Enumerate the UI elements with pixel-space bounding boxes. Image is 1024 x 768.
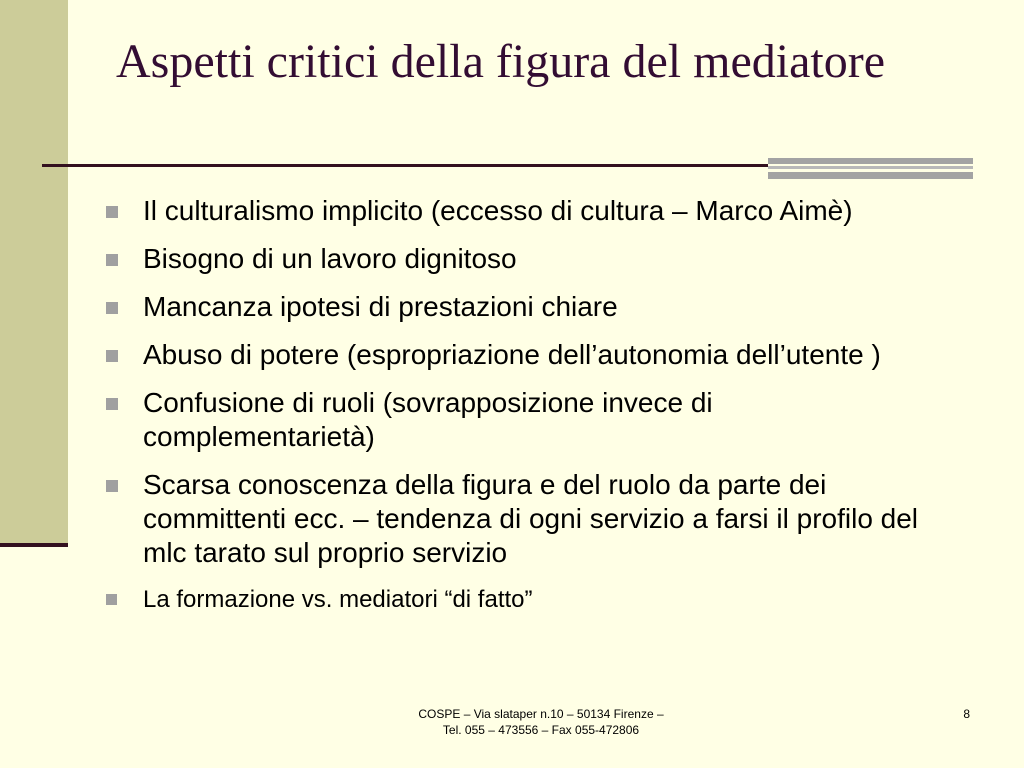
bullet-text: La formazione vs. mediatori “di fatto”	[143, 586, 533, 613]
accent-bar-top	[768, 158, 973, 164]
bullet-item	[104, 338, 944, 372]
slide-title: Aspetti critici della figura del mediatore	[116, 35, 886, 88]
square-bullet-icon	[106, 480, 118, 492]
bullet-list	[104, 194, 944, 630]
square-bullet-icon	[106, 350, 118, 362]
bullet-text: Bisogno di un lavoro dignitoso	[143, 243, 517, 274]
bullet-text: Mancanza ipotesi di prestazioni chiare	[143, 291, 618, 322]
square-bullet-icon	[106, 254, 118, 266]
accent-bar-middle	[768, 166, 973, 169]
bullet-item	[104, 468, 944, 570]
square-bullet-icon	[106, 594, 117, 605]
footer-contacts: Tel. 055 – 473556 – Fax 055-472806	[442, 723, 640, 737]
square-bullet-icon	[106, 302, 118, 314]
bullet-text: Scarsa conoscenza della figura e del ruolo da parte dei committenti ecc. – tendenza di ogni servizio a farsi il profilo del mlc tarato sul proprio servizio	[143, 469, 919, 568]
bullet-item	[104, 242, 944, 276]
square-bullet-icon	[106, 206, 118, 218]
bullet-item	[104, 386, 944, 454]
accent-bar-bottom	[768, 172, 973, 179]
side-decor-band	[0, 0, 68, 544]
page-number: 8	[963, 707, 970, 721]
square-bullet-icon	[106, 398, 118, 410]
side-decor-rule	[0, 543, 68, 547]
bullet-item	[104, 194, 944, 228]
bullet-item	[104, 290, 944, 324]
bullet-text: Confusione di ruoli (sovrapposizione invece di complementarietà)	[143, 387, 713, 452]
bullet-item	[104, 584, 944, 616]
bullet-text: Abuso di potere (espropriazione dell’autonomia dell’utente )	[143, 339, 881, 370]
footer-address: COSPE – Via slataper n.10 – 50134 Firenze –	[418, 707, 664, 721]
title-divider	[42, 164, 768, 167]
footer-text	[360, 706, 722, 738]
bullet-text: Il culturalismo implicito (eccesso di cultura – Marco Aimè)	[143, 195, 853, 226]
